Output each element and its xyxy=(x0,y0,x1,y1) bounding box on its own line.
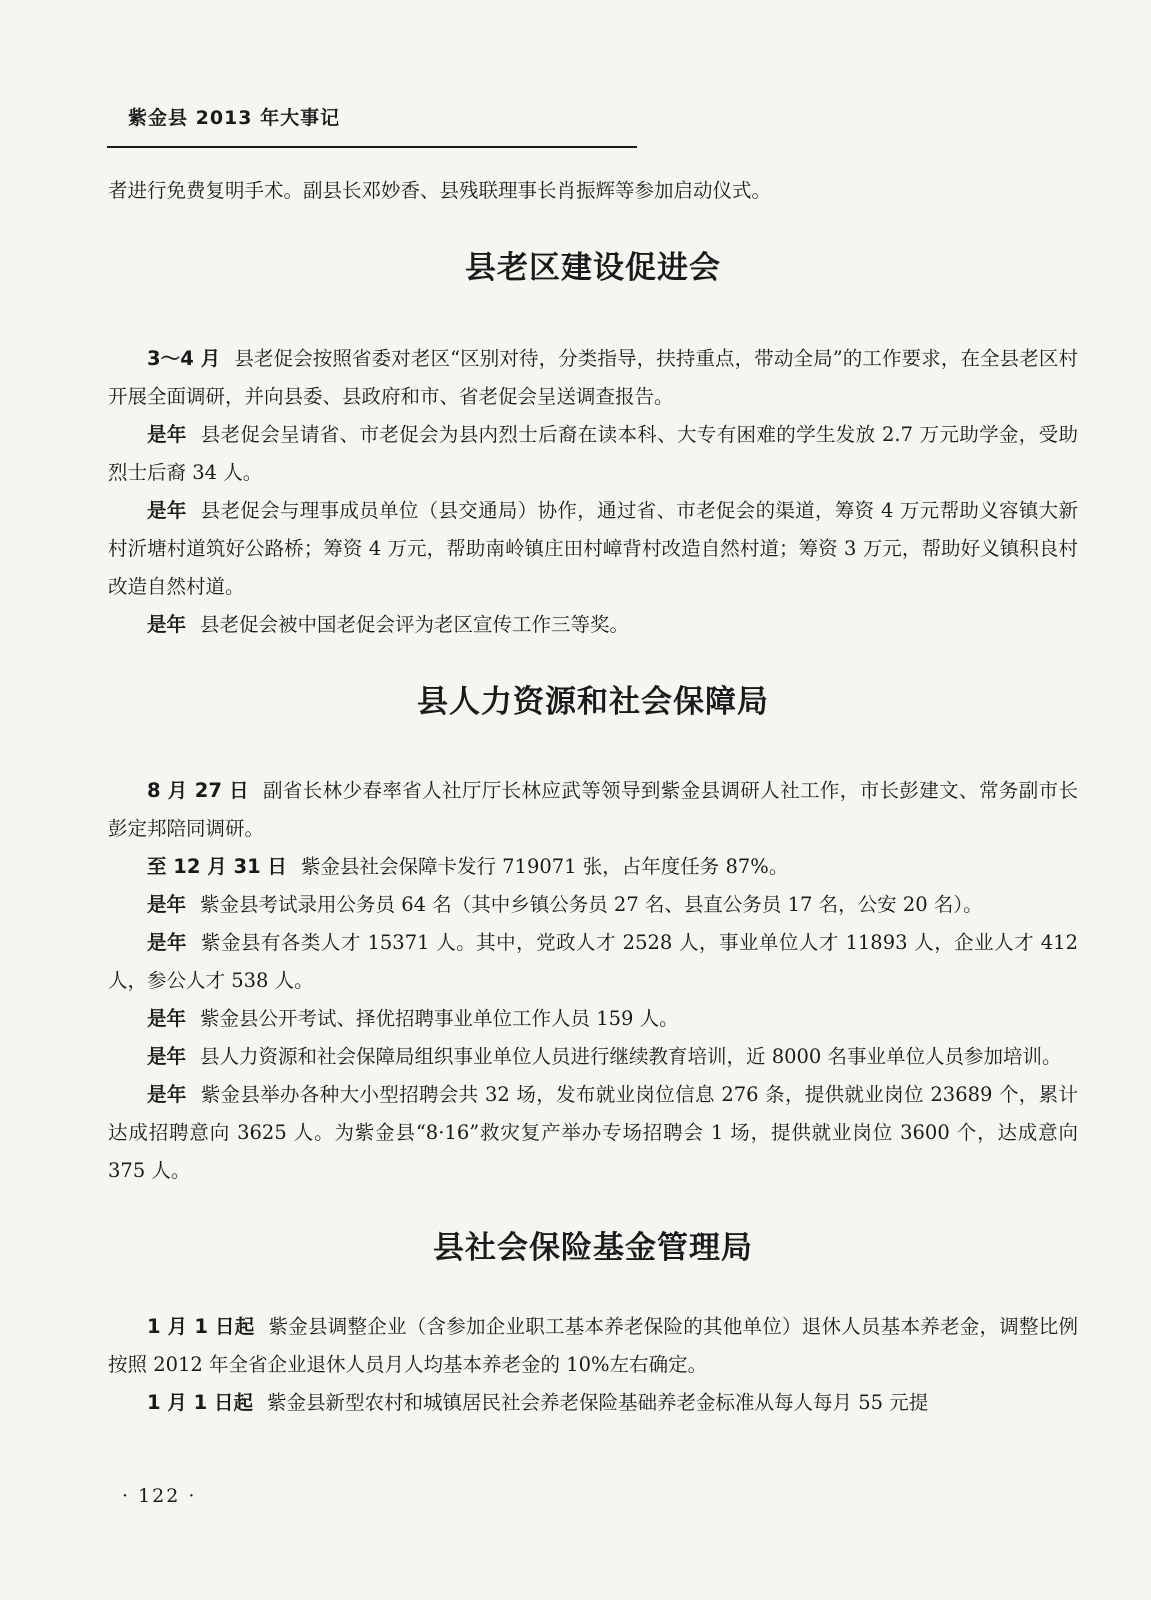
entry-text: 紫金县公开考试、择优招聘事业单位工作人员 159 人。 xyxy=(200,1007,679,1030)
section-title-shebao: 县社会保险基金管理局 xyxy=(433,1230,753,1266)
entry-text: 紫金县考试录用公务员 64 名（其中乡镇公务员 27 名、县直公务员 17 名，公安 20 名）。 xyxy=(200,893,983,916)
entry-lead: 是年 xyxy=(147,1007,187,1030)
entry-lead: 8 月 27 日 xyxy=(147,779,250,802)
entry xyxy=(108,1308,1078,1384)
entry-lead: 是年 xyxy=(147,613,187,636)
entry xyxy=(108,886,1078,924)
page-body xyxy=(108,172,1078,1422)
entry-lead: 是年 xyxy=(147,1045,187,1068)
entry-text: 县老促会被中国老促会评为老区宣传工作三等奖。 xyxy=(200,613,630,636)
entry xyxy=(108,606,1078,644)
entry-lead: 是年 xyxy=(147,931,187,954)
entry-text: 紫金县举办各种大小型招聘会共 32 场，发布就业岗位信息 276 条，提供就业岗位 23689 个，累计达成招聘意向 3625 人。为紫金县“8·16”救灾复产举办专场招聘会 1 场，提供就业岗位 3600 个，达成意向 375 人。 xyxy=(108,1083,1078,1182)
entry xyxy=(108,416,1078,492)
running-header: 紫金县 2013 年大事记 xyxy=(128,107,341,129)
section-title-renshe: 县人力资源和社会保障局 xyxy=(417,684,769,720)
entry xyxy=(108,492,1078,606)
page-number: · 122 · xyxy=(122,1485,197,1507)
entry xyxy=(108,848,1078,886)
entry-text: 县老促会呈请省、市老促会为县内烈士后裔在读本科、大专有困难的学生发放 2.7 万元助学金，受助烈士后裔 34 人。 xyxy=(108,423,1078,484)
entry xyxy=(108,924,1078,1000)
entry-lead: 1 月 1 日起 xyxy=(147,1315,255,1338)
entry-text: 紫金县社会保障卡发行 719071 张，占年度任务 87%。 xyxy=(300,855,789,878)
entry-lead: 3～4 月 xyxy=(147,347,221,370)
entry xyxy=(108,772,1078,848)
entry-text: 副省长林少春率省人社厅厅长林应武等领导到紫金县调研人社工作，市长彭建文、常务副市长彭定邦陪同调研。 xyxy=(108,779,1078,840)
entry-text: 县人力资源和社会保障局组织事业单位人员进行继续教育培训，近 8000 名事业单位人员参加培训。 xyxy=(200,1045,1062,1068)
entry-lead: 1 月 1 日起 xyxy=(147,1391,254,1414)
entry xyxy=(108,1384,1078,1422)
entry xyxy=(108,1076,1078,1190)
entry-text: 紫金县调整企业（含参加企业职工基本养老保险的其他单位）退休人员基本养老金，调整比例按照 2012 年全省企业退休人员月人均基本养老金的 10%左右确定。 xyxy=(108,1315,1078,1376)
entry-lead: 至 12 月 31 日 xyxy=(147,855,287,878)
entry-lead: 是年 xyxy=(147,1083,187,1106)
entry xyxy=(108,340,1078,416)
entry-lead: 是年 xyxy=(147,423,187,446)
header-rule xyxy=(107,146,637,148)
entry-lead: 是年 xyxy=(147,893,187,916)
entry xyxy=(108,1000,1078,1038)
intro-paragraph: 者进行免费复明手术。副县长邓妙香、县残联理事长肖振辉等参加启动仪式。 xyxy=(108,179,772,202)
entry xyxy=(108,1038,1078,1076)
entry-text: 紫金县新型农村和城镇居民社会养老保险基础养老金标准从每人每月 55 元提 xyxy=(267,1391,929,1414)
section-title-laoqu: 县老区建设促进会 xyxy=(465,250,721,286)
entry-text: 县老促会与理事成员单位（县交通局）协作，通过省、市老促会的渠道，筹资 4 万元帮助义容镇大新村沂塘村道筑好公路桥；筹资 4 万元，帮助南岭镇庄田村嶂背村改造自然村道；筹资 3 万元，帮助好义镇积良村改造自然村道。 xyxy=(108,499,1078,598)
entry-text: 县老促会按照省委对老区“区别对待，分类指导，扶持重点，带动全局”的工作要求，在全县老区村开展全面调研，并向县委、县政府和市、省老促会呈送调查报告。 xyxy=(108,347,1078,408)
entry-text: 紫金县有各类人才 15371 人。其中，党政人才 2528 人，事业单位人才 11893 人，企业人才 412 人，参公人才 538 人。 xyxy=(108,931,1078,992)
entry-lead: 是年 xyxy=(147,499,187,522)
